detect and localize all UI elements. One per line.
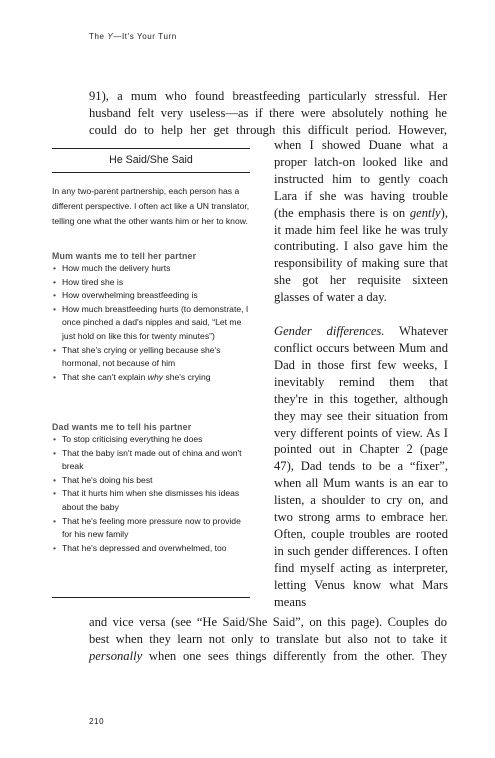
sidebar-dad-section [52,422,250,555]
sidebar-top-rule [52,148,250,149]
sidebar-mum-section [52,251,250,384]
body-paragraph: Gender differences. Whatever conflict occurs between Mum and Dad in those first few weeks, I inevitably remind them that they're in this together, although they may see their situation from very different points of view. As I pointed out in Chapter 2 (page 47), Dad tends to be a “fixer”, when all Mum wants is an ear to listen, a shoulder to cry on, and two strong arms to embrace her. Often, couple troubles are rooted in such gender differences. I often find myself acting as interpreter, letting Venus know what Mars means [274,324,448,609]
list-item: • How overwhelming breastfeeding is [52,289,250,303]
sidebar-mum-list [52,262,250,384]
list-item: • That she can't explain why she's crying [52,371,250,385]
sidebar-title-rule [52,172,250,173]
sidebar-he-said-she-said [52,148,250,598]
list-item: • That he's doing his best [52,474,250,488]
body-line: best when they learn not only to translate but also not to take it [89,631,447,646]
list-item: • How much the delivery hurts [52,262,250,276]
sidebar-dad-heading: Dad wants me to tell his partner [52,422,192,432]
sidebar-title: He Said/She Said [109,154,193,166]
list-item: • That the baby isn't made out of china and won't break [52,447,250,474]
body-top-paragraph [89,88,447,139]
body-bottom-paragraph [89,614,447,665]
body-line: could do to help her get through this difficult period. However, [89,122,447,137]
body-line: and vice versa (see “He Said/She Said”, on this page). Couples do [89,615,447,629]
body-right-column [274,137,448,610]
body-paragraph: when I showed Duane what a proper latch-on looked like and instructed him to gently coach Lara if she was having trouble (the emphasis there is on gently), it made him feel like he was truly contributing. I also gave him the responsibility of making sure that she got her requisite sixteen glasses of water a day. [274,138,448,305]
sidebar-dad-list [52,433,250,555]
sidebar-intro: In any two-parent partnership, each person has a different perspective. I often act like a UN translator, telling one what the other wants him or her to know. [52,186,250,226]
body-line: husband felt very useless—as if there were absolutely nothing he [89,105,447,120]
sidebar-mum-heading: Mum wants me to tell her partner [52,251,197,261]
running-head: The Y—It's Your Turn [89,32,177,41]
list-item: • That he's feeling more pressure now to provide for his new family [52,515,250,542]
body-line: 91), a mum who found breastfeeding particularly stressful. Her [89,89,447,103]
page-number: 210 [89,717,105,726]
list-item: • That she's crying or yelling because she's hormonal, not because of him [52,344,250,371]
list-item: • How tired she is [52,276,250,290]
list-item: • To stop criticising everything he does [52,433,250,447]
sidebar-bottom-rule [52,597,250,598]
run-in-heading: Gender differences. [274,324,385,339]
list-item: • How much breastfeeding hurts (to demonstrate, I once pinched a dad's nipples and said, “Let me just hold on like this for twenty minutes”) [52,303,250,344]
body-line: personally when one sees things differently from the other. They [89,648,447,663]
list-item: • That he's depressed and overwhelmed, too [52,542,250,556]
list-item: • That it hurts him when she dismisses his ideas about the baby [52,487,250,514]
running-head-italic: Y [107,32,114,41]
